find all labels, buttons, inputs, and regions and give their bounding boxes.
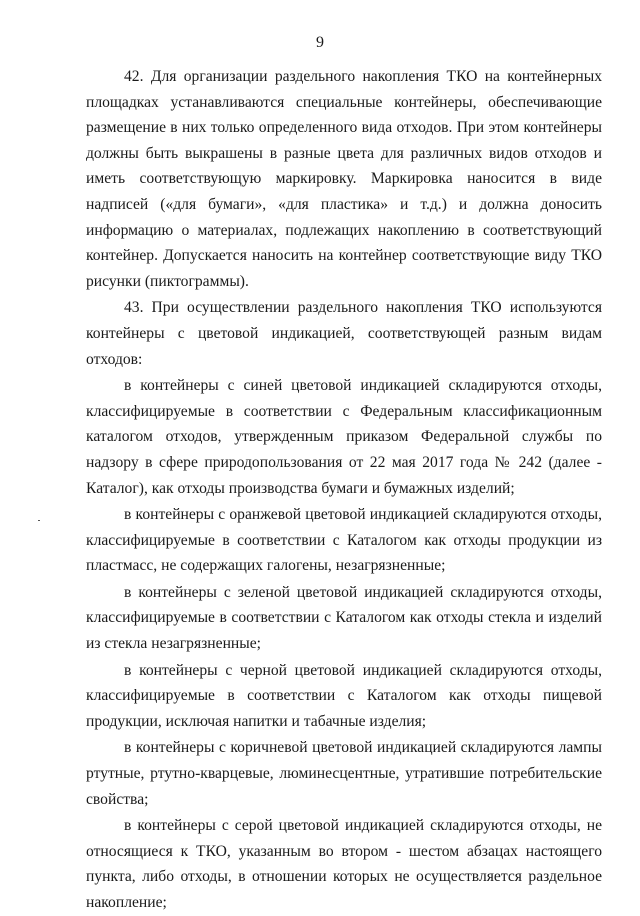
paragraph-orange-container: в контейнеры с оранжевой цветовой индикацией складируются отходы, классифицируемые в соответствии с Каталогом как отходы продукции из пластмасс, не содержащих галогены, незагрязненные; (86, 506, 602, 575)
paragraph-43: 43. При осуществлении раздельного накопления ТКО используются контейнеры с цветовой индикацией, соответствующей разным видам отходов: (86, 299, 602, 368)
paragraph-blue-container: в контейнеры с синей цветовой индикацией складируются отходы, классифицируемые в соответствии с Федеральным классификационным каталогом отходов, утвержденным приказом Федеральной службы по надзору в сфере природопользования от 22 мая 2017 года № 242 (далее - Каталог), как отходы производства бумаги и бумажных изделий; (86, 377, 602, 497)
paragraph-brown-container: в контейнеры с коричневой цветовой индикацией складируются лампы ртутные, ртутно-кварцевые, люминесцентные, утратившие потребительские свойства; (86, 739, 602, 808)
paragraph-green-container: в контейнеры с зеленой цветовой индикацией складируются отходы, классифицируемые в соответствии с Каталогом как отходы стекла и изделий из стекла незагрязненные; (86, 583, 602, 653)
paragraph-black-container: в контейнеры с черной цветовой индикацией складируются отходы, классифицируемые в соответствии с Каталогом как отходы пищевой продукции, исключая напитки и табачные изделия; (86, 661, 602, 730)
scan-artifact (38, 520, 40, 521)
paragraph-42: 42. Для организации раздельного накопления ТКО на контейнерных площадках устанавливаются специальные контейнеры, обеспечивающие размещение в них только определенного вида отходов. При этом контейнеры должны быть выкрашены в разные цвета для различных видов отходов и иметь соответствующую маркировку. Маркировка наносится в виде надписей («для бумаги», «для пластика» и т.д.) и должна доносить информацию о материалах, подлежащих накоплению в соответствующий контейнер. Допускается наносить на контейнер соответствующие виду ТКО рисунки (пиктограммы). (86, 68, 602, 290)
page-number: 9 (316, 34, 324, 51)
paragraph-gray-container: в контейнеры с серой цветовой индикацией складируются отходы, не относящиеся к ТКО, указанным во втором - шестом абзацах настоящего пункта, либо отходы, в отношении которых не осуществляется раздельное накопление; (86, 817, 602, 911)
document-body (86, 64, 602, 916)
